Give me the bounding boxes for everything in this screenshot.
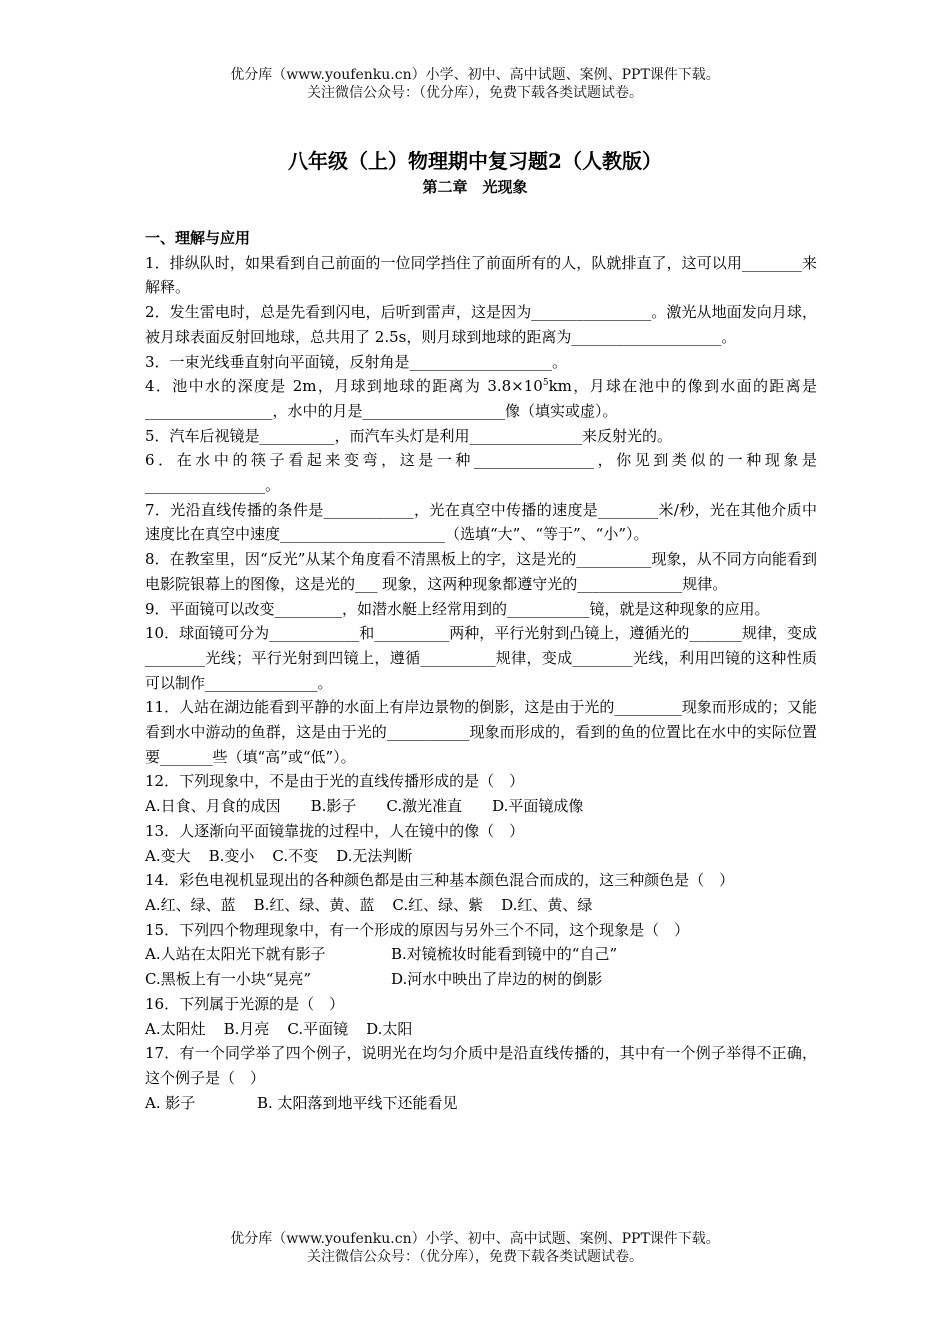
option-b: B.对镜梳妆时能看到镜中的“自己” xyxy=(391,945,618,964)
question-16: 16．下列属于光源的是（ ） xyxy=(145,994,345,1013)
question-list xyxy=(145,226,817,1115)
question-17-options xyxy=(145,1091,817,1116)
question-13-options xyxy=(145,844,817,869)
question-17: 17．有一个同学举了四个例子，说明光在均匀介质中是沿直线传播的，其中有一个例子举得不正确，这个例子是（ ） xyxy=(145,1044,817,1087)
option-b: B.红、绿、黄、蓝 xyxy=(253,895,375,914)
question-14: 14．彩色电视机显现出的各种颜色都是由三种基本颜色混合而成的，这三种颜色是（ ） xyxy=(145,871,735,890)
header-line-2: 关注微信公众号：（优分库），免费下载各类试题试卷。 xyxy=(307,85,643,101)
option-c: C.红、绿、紫 xyxy=(392,895,484,914)
option-b: B. 太阳落到地平线下还能看见 xyxy=(257,1093,458,1112)
option-a: A.日食、月食的成因 xyxy=(145,797,281,816)
page-footer xyxy=(0,1230,950,1266)
footer-line-1: 优分库（www.youfenku.cn）小学、初中、高中试题、案例、PPT课件下载。 xyxy=(230,1231,720,1247)
option-a: A.人站在太阳光下就有影子 xyxy=(145,945,326,964)
option-b: B.影子 xyxy=(310,797,357,816)
question-1: 1．排纵队时，如果看到自己前面的一位同学挡住了前面所有的人，队就排直了，这可以用________来解释。 xyxy=(145,253,817,297)
option-b: B.变小 xyxy=(208,846,255,865)
option-a: A.红、绿、蓝 xyxy=(145,895,236,914)
question-12: 12．下列现象中，不是由于光的直线传播形成的是（ ） xyxy=(145,772,525,791)
question-13: 13．人逐渐向平面镜靠拢的过程中，人在镜中的像（ ） xyxy=(145,821,525,840)
document-subtitle: 第二章 光现象 xyxy=(422,178,528,196)
option-a: A. 影子 xyxy=(145,1093,196,1112)
question-3: 3．一束光线垂直射向平面镜，反射角是___________________。 xyxy=(145,352,568,371)
question-16-options xyxy=(145,1017,817,1042)
option-d: D.红、黄、绿 xyxy=(501,895,593,914)
question-15-options-row-1 xyxy=(145,942,817,967)
question-4 xyxy=(145,374,817,423)
question-15-options-row-2 xyxy=(145,967,817,992)
question-11: 11．人站在湖边能看到平静的水面上有岸边景物的倒影，这是由于光的_________现象而形成的；又能看到水中游动的鱼群，这是由于光的___________现象而形成的，看到的鱼的位置比在水中的实际位置要_______些（填“高”或“低”）。 xyxy=(145,698,817,766)
option-c: C.平面镜 xyxy=(287,1019,349,1038)
footer-line-2: 关注微信公众号：（优分库），免费下载各类试题试卷。 xyxy=(307,1249,643,1265)
option-a: A.变大 xyxy=(145,846,191,865)
page-header xyxy=(0,66,950,102)
option-a: A.太阳灶 xyxy=(145,1019,206,1038)
question-15: 15．下列四个物理现象中，有一个形成的原因与另外三个不同，这个现象是（ ） xyxy=(145,920,690,939)
option-d: D.太阳 xyxy=(366,1019,413,1038)
question-10: 10．球面镜可分为____________和__________两种，平行光射到凸镜上，遵循光的_______规律，变成________光线；平行光射到凹镜上，遵循__________规律，变成________光线，利用凹镜的这种性质可以制作_______________。 xyxy=(145,624,817,692)
option-c: C.激光准直 xyxy=(386,797,463,816)
question-12-options xyxy=(145,794,817,819)
option-b: B.月亮 xyxy=(223,1019,270,1038)
option-d: D.无法判断 xyxy=(336,846,413,865)
question-7: 7．光沿直线传播的条件是____________，光在真空中传播的速度是________米/秒，光在其他介质中速度比在真空中速度______________________（选填“大”、“等于”、“小”）。 xyxy=(145,500,817,544)
question-14-options xyxy=(145,893,817,918)
header-line-1: 优分库（www.youfenku.cn）小学、初中、高中试题、案例、PPT课件下载。 xyxy=(230,67,720,83)
section-heading: 一、理解与应用 xyxy=(145,229,251,247)
question-9: 9．平面镜可以改变_________，如潜水艇上经常用到的___________镜，就是这种现象的应用。 xyxy=(145,599,770,618)
option-d: D.平面镜成像 xyxy=(492,797,584,816)
option-d: D.河水中映出了岸边的树的倒影 xyxy=(391,970,603,989)
option-c: C.不变 xyxy=(272,846,319,865)
option-c: C.黑板上有一小块“晃亮” xyxy=(145,970,312,989)
question-2: 2．发生雷电时，总是先看到闪电，后听到雷声，这是因为________________。激光从地面发向月球，被月球表面反射回地球，总共用了 2.5s，则月球到地球的距离为____________________。 xyxy=(145,303,817,346)
question-4-part-a: 4．池中水的深度是 2m，月球到地球的距离为 3.8×10 xyxy=(145,377,543,396)
document-title: 八年级（上）物理期中复习题2（人教版） xyxy=(288,149,662,173)
question-4-exponent: 5 xyxy=(542,378,549,389)
question-6: 6．在水中的筷子看起来变弯，这是一种________________，你见到类似的一种现象是________________。 xyxy=(145,451,817,495)
question-4-part-b: km，月球在池中的像到水面的距离是_________________，水中的月是___________________像（填实或虚）。 xyxy=(145,377,817,420)
question-5: 5．汽车后视镜是__________，而汽车头灯是利用_______________来反射光的。 xyxy=(145,426,673,445)
question-8: 8．在教室里，因“反光”从某个角度看不清黑板上的字，这是光的__________现象，从不同方向能看到电影院银幕上的图像，这是光的___ 现象，这两种现象都遵守光的______________规律。 xyxy=(145,550,817,593)
